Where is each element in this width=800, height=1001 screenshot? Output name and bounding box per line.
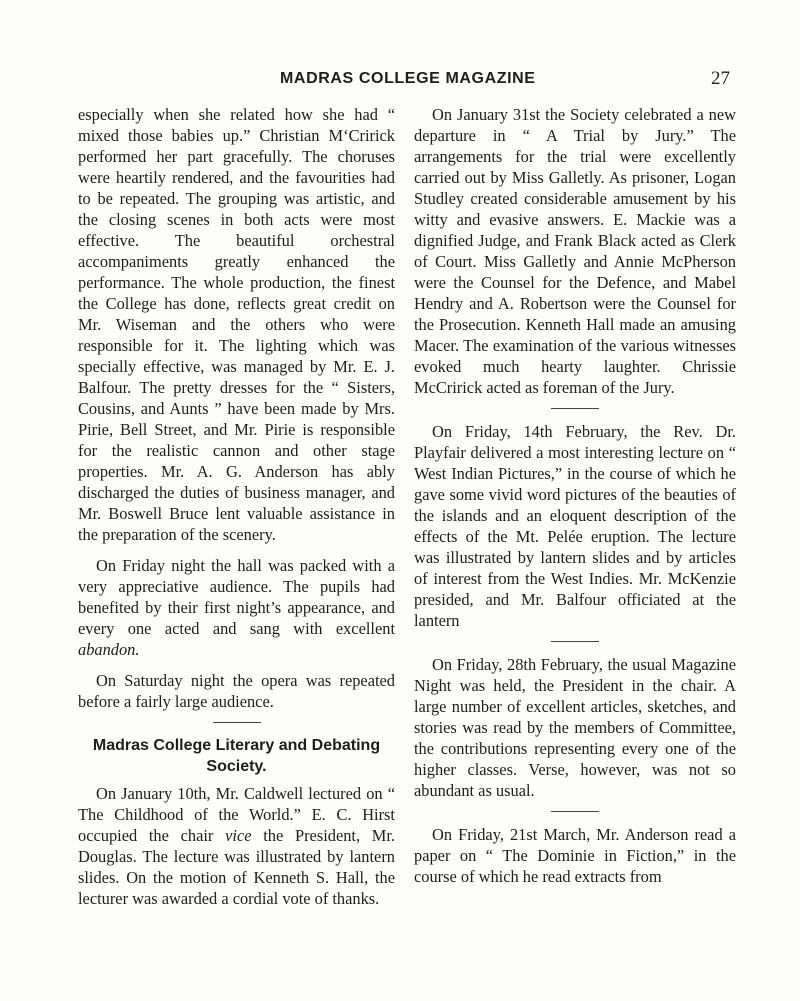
paragraph-january-10 — [78, 783, 395, 909]
paragraph-west-indian-pictures: On Friday, 14th February, the Rev. Dr. Playfair delivered a most interesting lecture on “ West Indian Pictures,” in the course of which he gave some vivid word pictures of the beauties of the islands and an eloquent description of the effects of the Mt. Pelée eruption. The lecture was illustrated by lantern slides and by articles of interest from the West Indies. Mr. McKenzie presided, and Mr. Balfour officiated at the lantern — [414, 422, 736, 630]
paragraph-dominie-in-fiction: On Friday, 21st March, Mr. Anderson read a paper on “ The Dominie in Fiction,” in the course of which he read extracts from — [414, 825, 736, 886]
running-head: MADRAS COLLEGE MAGAZINE — [280, 70, 536, 87]
january-10-text-b: the President, Mr. Douglas. The lecture was illustrated by lantern slides. On the motion of Kenneth S. Hall, the lecturer was awarded a cordial vote of thanks. — [78, 826, 396, 908]
friday-night-text: On Friday night the hall was packed with a very appreciative audience. The pupils had benefited by their first night’s appearance, and every one acted and sang with excellent — [78, 556, 395, 638]
section-heading-line1: Madras College Literary and Debating — [92, 737, 381, 754]
divider-1 — [551, 408, 599, 409]
left-column — [78, 104, 395, 909]
divider-2 — [551, 641, 599, 642]
paragraph-friday-night — [78, 555, 395, 660]
page-number: 27 — [711, 68, 730, 89]
right-column — [414, 104, 736, 887]
paragraph-opera-review: especially when she related how she had “ mixed those babies up.” Christian M‘Cririck performed her part gracefully. The choruses were heartily rendered, and the favourities had to be repeated. The grouping was artistic, and the closing scenes in both acts were most effective. The beautiful orchestral accompaniments greatly enhanced the performance. The whole production, the finest the College has done, reflects great credit on Mr. Wiseman and the others who were responsible for it. The lighting which was specially effective, was managed by Mr. E. J. Balfour. The pretty dresses for the “ Sisters, Cousins, and Aunts ” have been made by Mrs. Pirie, Bell Street, and Mr. Pirie is responsible for the realistic cannon and other stage properties. Mr. A. G. Anderson has ably discharged the duties of business manager, and Mr. Boswell Bruce lent valuable assistance in the preparation of the scenery. — [78, 105, 395, 544]
page-header — [78, 70, 738, 94]
section-heading — [78, 735, 395, 777]
january-10-text-a: On January 10th, Mr. Caldwell lectured on “ The Childhood of the World.” E. C. Hirst occupied the chair — [78, 784, 395, 845]
paragraph-magazine-night: On Friday, 28th February, the usual Magazine Night was held, the President in the chair. A large number of excellent articles, sketches, and stories was read by the members of Committee, the contributions representing every one of the higher classes. Verse, however, was not so abundant as usual. — [414, 655, 736, 800]
paragraph-saturday-night: On Saturday night the opera was repeated before a fairly large audience. — [78, 671, 395, 711]
abandon-italic: abandon. — [78, 640, 140, 659]
section-divider — [213, 722, 261, 723]
paragraph-trial-by-jury: On January 31st the Society celebrated a new departure in “ A Trial by Jury.” The arrangements for the trial were excellently carried out by Miss Galletly. As prisoner, Logan Studley created considerable amusement by his witty and evasive answers. E. Mackie was a dignified Judge, and Frank Black acted as Clerk of Court. Miss Galletly and Annie McPherson were the Counsel for the Defence, and Mabel Hendry and A. Robertson were the Counsel for the Prosecution. Kenneth Hall made an amusing Macer. The examination of the various witnesses evoked much hearty laughter. Chrissie McCririck acted as foreman of the Jury. — [414, 105, 736, 397]
section-heading-line2: Society. — [206, 758, 267, 775]
vice-italic: vice — [225, 826, 252, 845]
divider-3 — [551, 811, 599, 812]
